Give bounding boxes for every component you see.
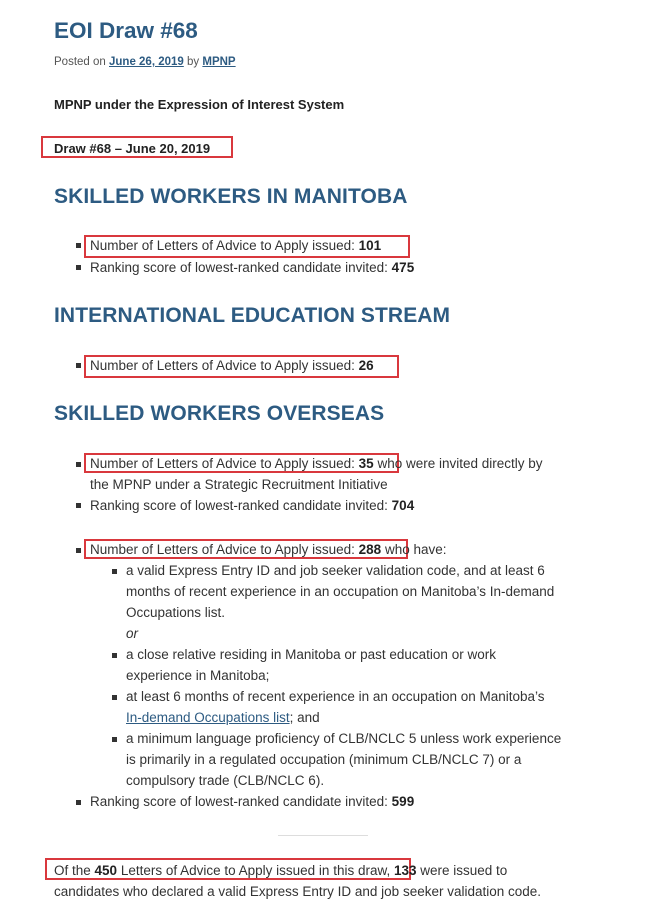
sub-bullet [112, 653, 117, 658]
list-item-sri-rank [90, 498, 414, 513]
heading-skilled-workers-manitoba: SKILLED WORKERS IN MANITOBA [54, 185, 408, 208]
rank-label: Ranking score of lowest-ranked candidate invited: [90, 498, 392, 513]
bullet [76, 363, 81, 368]
sub-item-2-line2: experience in Manitoba; [126, 668, 270, 683]
summary-line2: candidates who declared a valid Express Entry ID and job seeker validation code. [54, 884, 542, 899]
list-item-sri-loa-cont: the MPNP under a Strategic Recruitment Initiative [90, 477, 388, 492]
summary-rest: were issued to [416, 863, 508, 878]
section-divider [278, 835, 368, 836]
post-meta [54, 56, 236, 68]
author-link[interactable]: MPNP [202, 56, 236, 68]
list-item-hd-rank [90, 794, 414, 809]
draw-label-text: Draw #68 – June 20, 2019 [54, 141, 211, 156]
sub-item-3-line1: at least 6 months of recent experience in an occupation on Manitoba’s [126, 689, 545, 704]
summary-line1 [54, 863, 507, 878]
loa-value: 101 [358, 238, 382, 253]
draw-label [41, 136, 233, 158]
loa-label: Number of Letters of Advice to Apply issued: [90, 542, 359, 557]
post-subtitle: MPNP under the Expression of Interest System [54, 97, 345, 112]
list-item-sri-loa [90, 456, 543, 471]
heading-skilled-workers-overseas: SKILLED WORKERS OVERSEAS [54, 402, 385, 425]
sub-item-3-after: ; and [289, 710, 320, 725]
rank-label: Ranking score of lowest-ranked candidate invited: [90, 794, 392, 809]
bullet [76, 548, 81, 553]
sub-item-1-line1: a valid Express Entry ID and job seeker validation code, and at least 6 [126, 563, 545, 578]
bullet [76, 265, 81, 270]
sub-item-2-line1: a close relative residing in Manitoba or past education or work [126, 647, 496, 662]
bullet [76, 800, 81, 805]
rank-label: Ranking score of lowest-ranked candidate invited: [90, 260, 392, 275]
loa-value: 35 [358, 456, 374, 471]
rank-value: 704 [391, 498, 415, 513]
summary-mid: Letters of Advice to Apply issued in this draw, [117, 863, 391, 878]
loa-value: 288 [358, 542, 382, 557]
bullet [76, 462, 81, 467]
post-title: EOI Draw #68 [54, 18, 198, 43]
list-item-manitoba-rank [90, 260, 414, 275]
bullet [76, 243, 81, 248]
post-date-link[interactable]: June 26, 2019 [109, 56, 184, 68]
by-label: by [187, 56, 200, 68]
sub-item-4-line2: is primarily in a regulated occupation (minimum CLB/NCLC 7) or a [126, 752, 522, 767]
sub-item-4-line3: compulsory trade (CLB/NCLC 6). [126, 773, 325, 788]
sub-bullet [112, 737, 117, 742]
sub-item-or: or [126, 626, 139, 641]
sub-item-1-line3: Occupations list. [126, 605, 226, 620]
sri-rest: who were invited directly by [373, 456, 543, 471]
sub-item-4-line1: a minimum language proficiency of CLB/NCLC 5 unless work experience [126, 731, 562, 746]
loa-label: Number of Letters of Advice to Apply issued: [90, 238, 359, 253]
in-demand-occupations-link[interactable]: In-demand Occupations list [126, 710, 290, 725]
sub-item-1-line2: months of recent experience in an occupation on Manitoba’s In-demand [126, 584, 555, 599]
summary-total: 450 [94, 863, 118, 878]
loa-label: Number of Letters of Advice to Apply issued: [90, 456, 359, 471]
hd-rest: who have: [381, 542, 447, 557]
loa-value: 26 [358, 358, 374, 373]
list-item-ies-loa [90, 358, 374, 373]
list-item-hd-loa [90, 542, 446, 557]
list-item-manitoba-loa [90, 238, 381, 253]
summary-ee-count: 133 [393, 863, 417, 878]
bullet [76, 503, 81, 508]
loa-label: Number of Letters of Advice to Apply issued: [90, 358, 359, 373]
summary-of: Of the [54, 863, 95, 878]
rank-value: 475 [391, 260, 415, 275]
heading-international-education-stream: INTERNATIONAL EDUCATION STREAM [54, 304, 451, 327]
rank-value: 599 [391, 794, 415, 809]
sub-bullet [112, 695, 117, 700]
sub-item-3-line2 [126, 710, 320, 725]
posted-on-label: Posted on [54, 56, 106, 68]
sub-bullet [112, 569, 117, 574]
